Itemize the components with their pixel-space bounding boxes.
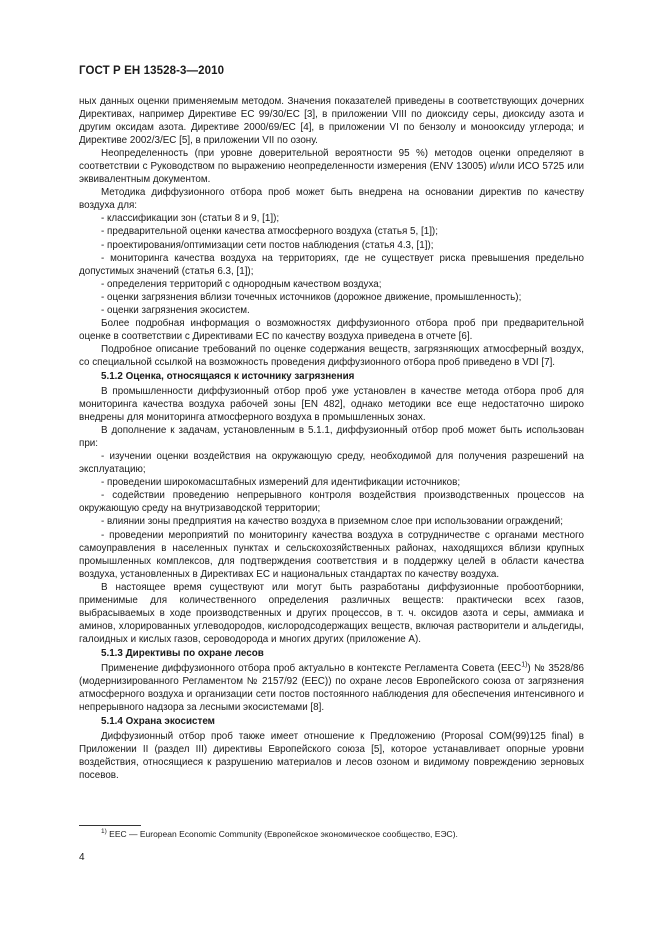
footnote-marker: 1) [101, 828, 107, 836]
footnote-divider [79, 825, 141, 826]
paragraph: Методика диффузионного отбора проб может быть внедрена на основании директив по качеству воздуха для: [79, 187, 584, 212]
list-item: - оценки загрязнения вблизи точечных источников (дорожное движение, промышленность); [101, 291, 522, 303]
paragraph [79, 662, 584, 714]
list-item: - классификации зон (статьи 8 и 9, [1]); [101, 213, 280, 225]
list-item: - влиянии зоны предприятия на качество воздуха в приземном слое при использовании ограждений; [101, 516, 563, 528]
list-item: - оценки загрязнения экосистем. [101, 304, 250, 316]
paragraph: В промышленности диффузионный отбор проб уже установлен в качестве метода отбора проб для мониторинга качества воздуха рабочей зоны [EN 482], однако методики все еще недостаточно широко внедрены для мониторинга атмосферного воздуха в промышленных зонах. [79, 385, 584, 424]
footnote-reference: 1) [521, 661, 528, 669]
paragraph: В дополнение к задачам, установленным в 5.1.1, диффузионный отбор проб может быть использован при: [79, 425, 584, 450]
list-item: - предварительной оценки качества атмосферного воздуха (статья 5, [1]); [101, 226, 438, 238]
section-heading-5-1-2: 5.1.2 Оценка, относящаяся к источнику загрязнения [101, 370, 355, 382]
paragraph: Неопределенность (при уровне доверительной вероятности 95 %) методов оценки определяют в соответствии с Руководством по выражению неопределенности измерения (ENV 13005) и/или ИСО 5725 или эквивалентным документом. [79, 148, 584, 186]
paragraph: Более подробная информация о возможностях диффузионного отбора проб при предварительной оценке в соответствии с Директивами ЕС по качеству воздуха приведена в отчете [6]. [79, 317, 584, 342]
list-item: - определения территорий с однородным качеством воздуха; [101, 278, 382, 290]
bullet-list-industrial [79, 450, 584, 580]
list-item: - мониторинга качества воздуха на территориях, где не существует риска превышения предельно допустимых значений (статья 6.3, [1]); [79, 252, 584, 277]
paragraph: Диффузионный отбор проб также имеет отношение к Предложению (Proposal COM(99)125 final) в Приложении II (раздел III) директивы Европейского союза [5], которое устанавливает опорные уровни воздействия, относящиеся к разрушению материалов и лесов озоном и видимому повреждению зерновых посевов. [79, 731, 584, 782]
list-item: - проведении мероприятий по мониторингу качества воздуха в сотрудничестве с органами местного самоуправления в населенных пунктах и сельскохозяйственных районах, находящихся вблизи крупных промышленных комплексов, для подтверждения соответствия и в поддержку целей в области качества воздуха, установленных в Директивах ЕС и национальных стандартах по качеству воздуха. [79, 529, 584, 580]
page-number: 4 [79, 852, 85, 863]
footnote [101, 829, 458, 840]
bullet-list-directives [79, 212, 584, 316]
paragraph: Подробное описание требований по оценке содержания веществ, загрязняющих атмосферный воздух, со специальной ссылкой на возможность проведения диффузионного отбора проб приведено в VDI [7]. [79, 343, 584, 368]
list-item: - проведении широкомасштабных измерений для идентификации источников; [101, 477, 461, 489]
paragraph-part: Применение диффузионного отбора проб актуально в контексте Регламента Совета (EEC [101, 662, 522, 674]
section-heading-5-1-4: 5.1.4 Охрана экосистем [101, 716, 215, 728]
list-item: - проектирования/оптимизации сети постов наблюдения (статья 4.3, [1]); [101, 239, 434, 251]
list-item: - содействии проведению непрерывного контроля воздействия производственных процессов на окружающую среду на внутризаводской территории; [79, 490, 584, 515]
main-text [79, 95, 584, 782]
document-header: ГОСТ Р ЕН 13528-3—2010 [79, 65, 225, 77]
list-item: - изучении оценки воздействия на окружающую среду, необходимой для получения разрешений на эксплуатацию; [79, 451, 584, 476]
paragraph: ных данных оценки применяемым методом. Значения показателей приведены в соответствующих дочерних Директивах, например Директиве ЕС 99/30/ЕС [3], в приложении VIII по диоксиду серы, диоксиду азота и другим оксидам азота. Директиве 2000/69/ЕС [4], в приложении VI по бензолу и монооксиду углерода; и Директиве 2002/3/ЕС [5], в приложении VII по озону. [79, 96, 584, 147]
section-heading-5-1-3: 5.1.3 Директивы по охране лесов [101, 647, 264, 659]
footnote-text: EEC — European Economic Community (Европейское экономическое сообщество, ЕЭС). [109, 829, 458, 839]
paragraph: В настоящее время существуют или могут быть разработаны диффузионные пробоотборники, применимые для количественного определения различных веществ: практически всех газов, выбрасываемых в ходе производственных и других процессов, в т. ч. оксидов азота и серы, аммиака и аминов, хлорированных углеводородов, кислородсодержащих веществ, включая растворители и альдегиды, галоидных и кислых газов, сероводорода и многих других (приложение А). [79, 581, 584, 645]
paragraph-part: ) № 3528/86 (модернизированного Регламентом № 2157/92 (EEC)) по охране лесов Европейского союза от загрязнения атмосферного воздуха и организации сети постов постоянного наблюдения для обеспечения интенсивного и непрерывного надзора за лесными экосистемами [8]. [79, 662, 584, 714]
